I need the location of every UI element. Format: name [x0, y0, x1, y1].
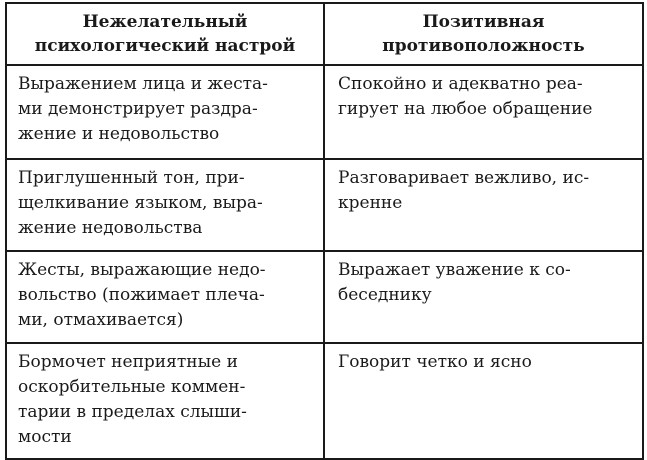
cell-positive-text: Говорит четко и ясно: [338, 352, 532, 372]
header-undesirable: [6, 3, 324, 65]
table-row: [6, 65, 643, 159]
cell-undesirable: [6, 251, 324, 343]
header-positive: [324, 3, 643, 65]
table-row: [6, 251, 643, 343]
cell-positive: [324, 343, 643, 459]
cell-positive-text: Спокойно и адекватно реа- гирует на любое обращение: [338, 74, 593, 119]
cell-positive: [324, 159, 643, 251]
header-positive-text: Позитивная противоположность: [382, 12, 585, 56]
cell-positive-text: Разговаривает вежливо, ис- кренне: [338, 168, 590, 213]
table-header-row: [6, 3, 643, 65]
cell-undesirable: [6, 159, 324, 251]
table-row: [6, 159, 643, 251]
cell-positive-text: Выражает уважение к со- беседнику: [338, 260, 571, 305]
table-row: [6, 343, 643, 459]
attitude-table: [5, 2, 644, 460]
cell-positive: [324, 251, 643, 343]
cell-undesirable: [6, 343, 324, 459]
cell-undesirable-text: Бормочет неприятные и оскорбительные коммен- тарии в пределах слыши- мости: [18, 352, 247, 447]
header-undesirable-text: Нежелательный психологический настрой: [34, 12, 296, 56]
cell-undesirable-text: Выражением лица и жеста- ми демонстрирует раздра- жение и недовольство: [18, 74, 268, 144]
cell-undesirable-text: Приглушенный тон, при- щелкивание языком, выра- жение недовольства: [18, 168, 263, 238]
cell-undesirable: [6, 65, 324, 159]
cell-undesirable-text: Жесты, выражающие недо- вольство (пожимает плеча- ми, отмахивается): [18, 260, 266, 330]
cell-positive: [324, 65, 643, 159]
